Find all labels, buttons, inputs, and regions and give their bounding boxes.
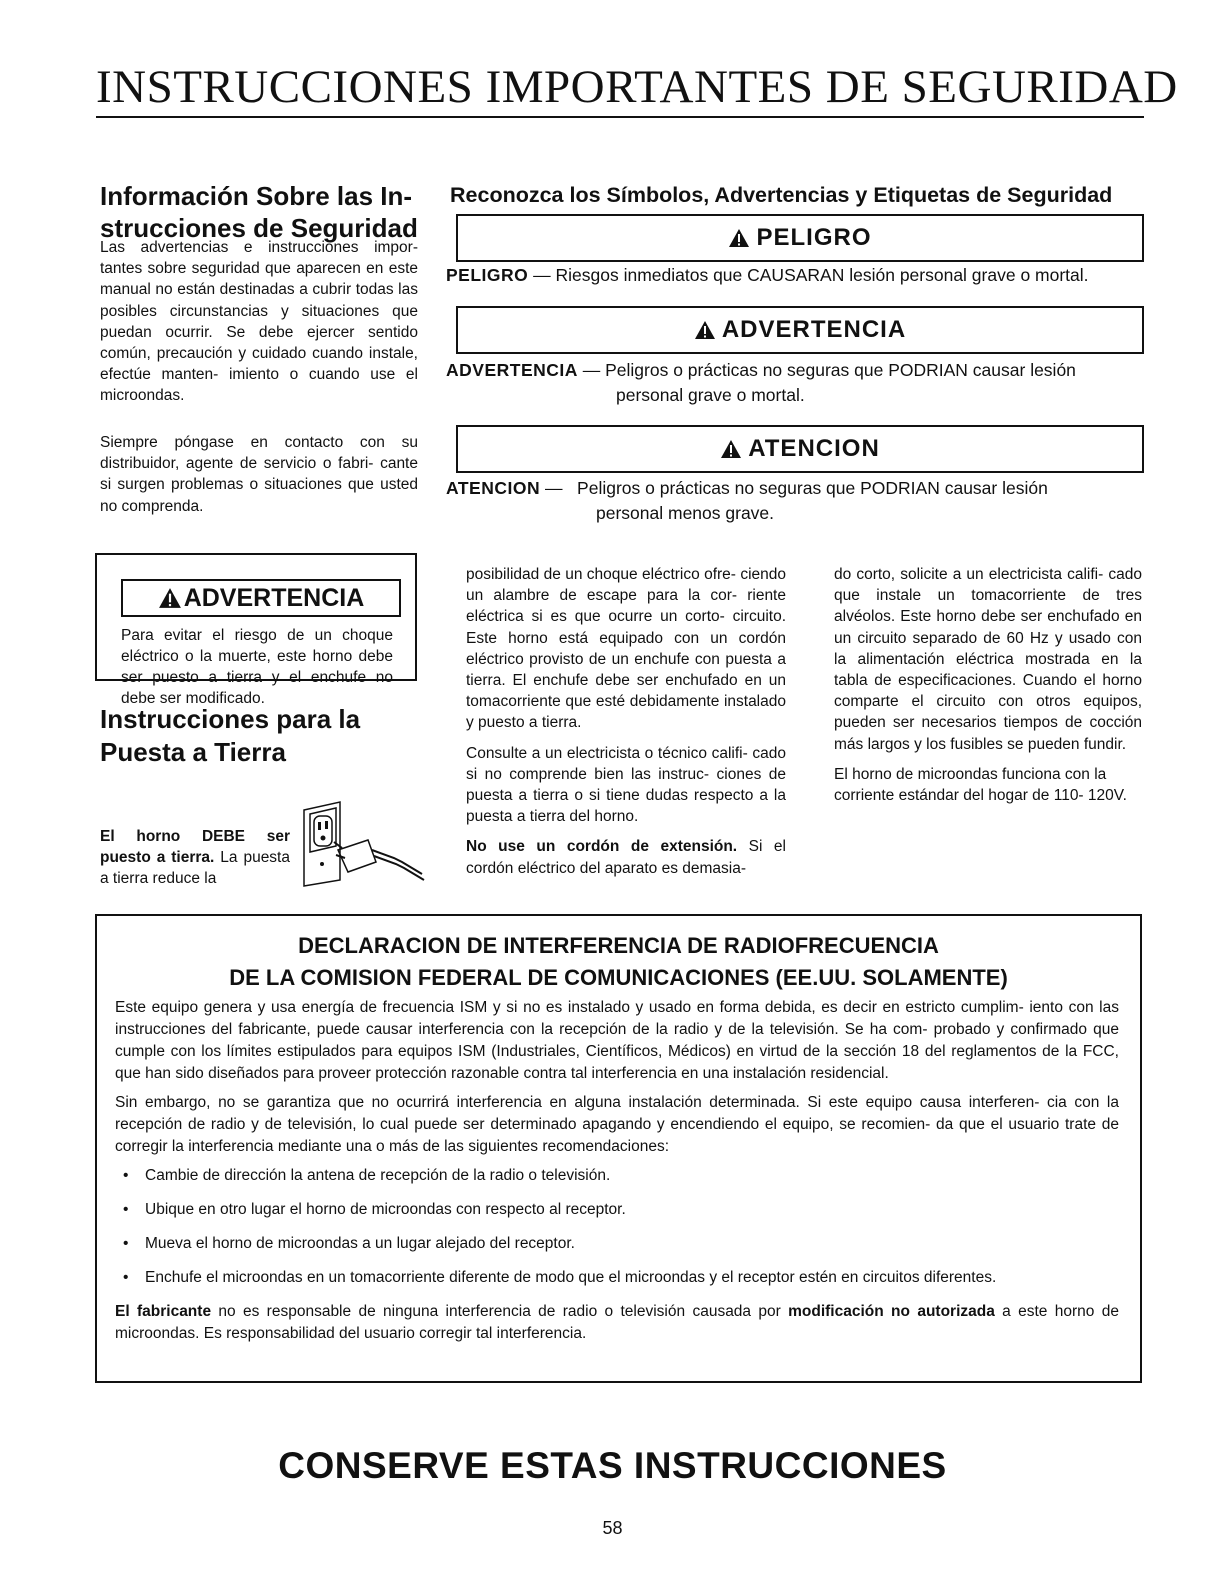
atencion-text: — Peligros o prácticas no seguras que PODRIAN causar lesión (540, 478, 1048, 498)
symbols-section-title: Reconozca los Símbolos, Advertencias y Etiquetas de Seguridad (450, 183, 1113, 207)
fcc-body (115, 997, 1119, 1352)
page-title: INSTRUCCIONES IMPORTANTES DE SEGURIDAD (96, 61, 1178, 113)
col2-paragraph-1: posibilidad de un choque eléctrico ofre- ciendo un alambre de escape para la cor- riente eléctrica si es que ocurre un corto- circuito. Este horno está equipado con un cordón eléctrico provisto de un enchufe con puesta a tierra. El enchufe debe ser enchufado en un tomacorriente que esté debidamente instalado y puesto a tierra. (466, 566, 786, 732)
list-item: • Cambie de dirección la antena de recepción de la radio o televisión. (123, 1167, 611, 1184)
atencion-term: ATENCION (446, 478, 541, 498)
grounding-lead-bold: El horno DEBE ser puesto a tierra. (100, 828, 290, 866)
grounding-column-3 (834, 564, 1142, 815)
grounding-lead-rest: La puesta a tierra reduce la (100, 849, 290, 887)
grounding-title: Instrucciones para la Puesta a Tierra (100, 704, 361, 767)
warning-triangle-icon (694, 320, 716, 340)
col3-paragraph-1: do corto, solicite a un electricista califi- cado que instale un tomacorriente de tres alvéolos. Este horno debe ser enchufado en un circuito separado de 60 Hz y usado con la alimentación eléctrica mostrada en la tabla de especificaciones. Cuando el horno comparte el circuito con otros equipos, pueden ser necesarios tiempos de cocción más largos y los fusibles se pueden fundir. (834, 566, 1142, 753)
atencion-label: ATENCION (748, 435, 880, 462)
grounding-warning-box (95, 553, 417, 707)
col2-paragraph-2: Consulte a un electricista o técnico califi- cado si no comprende bien las instruc- ciones de puesta a tierra o si tiene dudas respecto a la puesta a tierra del horno. (466, 744, 786, 826)
warning-triangle-icon (720, 439, 742, 459)
warning-box-text: Para evitar el riesgo de un choque eléctrico o la muerte, este horno debe ser puesto a tierra y el enchufe no debe ser modificado. (121, 627, 393, 707)
info-paragraph-2: Siempre póngase en contacto con su distribuidor, agente de servicio o fabri- cante si surgen problemas o situaciones que usted no comprenda. (100, 434, 418, 515)
info-section-title: Información Sobre las In- strucciones de Seguridad (100, 181, 418, 243)
peligro-label: PELIGRO (756, 224, 872, 251)
list-item: • Ubique en otro lugar el horno de microondas con respecto al receptor. (123, 1201, 626, 1218)
warning-triangle-icon (728, 228, 750, 248)
list-item: • Enchufe el microondas en un tomacorriente diferente de modo que el microondas y el receptor estén en circuitos diferentes. (123, 1269, 997, 1286)
conserve-heading: CONSERVE ESTAS INSTRUCCIONES (278, 1445, 947, 1486)
fcc-declaration-box (95, 914, 1142, 1383)
fcc-paragraph-1: Este equipo genera y usa energía de frecuencia ISM y si no es instalado y usado en forma debida, es decir en estricto cumplim- iento con las instrucciones del fabricante, puede causar interferencia con la recepción de la radio y de la televisión. Se ha com- probado y confirmado que cumple con los límites estipulados para equipos ISM (Industriales, Científicos, Médicos) en virtud de la sección 18 del reglamentos de la FCC, que han sido diseñados para proveer protección razonable contra tal interferencia en una instalación residencial. (115, 999, 1119, 1082)
warning-box-label: ADVERTENCIA (121, 579, 401, 617)
peligro-text: — Riesgos inmediatos que CAUSARAN lesión personal grave o mortal. (528, 265, 1089, 285)
advertencia-label: ADVERTENCIA (721, 316, 907, 343)
fcc-recommendations (115, 1165, 1119, 1289)
peligro-signal-box (456, 214, 1144, 262)
fcc-paragraph-2: Sin embargo, no se garantiza que no ocurrirá interferencia en alguna instalación determinada. Si este equipo causa interferen- cia con la recepción de radio y de televisión, lo cual puede ser determinado apagando y encendiendo el equipo, se recomien- da que el usuario trate de corregir la interferencia mediante una o más de las siguientes recomendaciones: (115, 1094, 1119, 1155)
atencion-text-2: personal menos grave. (596, 503, 775, 523)
fcc-title-1: DECLARACION DE INTERFERENCIA DE RADIOFRECUENCIA (298, 933, 939, 958)
peligro-description (446, 263, 1146, 288)
title-rule (96, 116, 1144, 118)
advertencia-signal-box (456, 306, 1144, 354)
fcc-title-2: DE LA COMISION FEDERAL DE COMUNICACIONES (EE.UU. SOLAMENTE) (229, 965, 1008, 990)
advertencia-term: ADVERTENCIA (446, 360, 578, 380)
grounding-lead (100, 826, 290, 889)
outlet-plug-illustration (298, 800, 430, 893)
advertencia-text: — Peligros o prácticas no seguras que PODRIAN causar lesión (577, 360, 1076, 380)
atencion-signal-box (456, 425, 1144, 473)
advertencia-text-2: personal grave o mortal. (616, 385, 805, 405)
col2-paragraph-3: No use un cordón de extensión. Si el cordón eléctrico del aparato es demasia- (466, 838, 786, 877)
peligro-term: PELIGRO (446, 265, 529, 285)
info-paragraph-1: Las advertencias e instrucciones impor- tantes sobre seguridad que aparecen en este manual no están destinadas a cubrir todas las posibles circunstancias y situaciones que puedan ocurrir. Se debe ejercer sentido común, precaución y cuidado cuando instale, efectúe manten- imiento o cuando use el microondas. (100, 239, 418, 405)
grounding-column-2 (466, 564, 786, 888)
list-item: • Mueva el horno de microondas a un lugar alejado del receptor. (123, 1235, 575, 1252)
col3-paragraph-2: El horno de microondas funciona con la corriente estándar del hogar de 110- 120V. (834, 765, 1127, 805)
page-number: 58 (602, 1518, 623, 1538)
atencion-description (446, 476, 1146, 526)
warning-triangle-icon (158, 587, 182, 609)
advertencia-description (446, 358, 1146, 408)
fcc-paragraph-3: El fabricante no es responsable de ninguna interferencia de radio o televisión causada por modificación no autorizada a este horno de microondas. Es responsabilidad del usuario corregir tal interferencia. (115, 1303, 1119, 1342)
